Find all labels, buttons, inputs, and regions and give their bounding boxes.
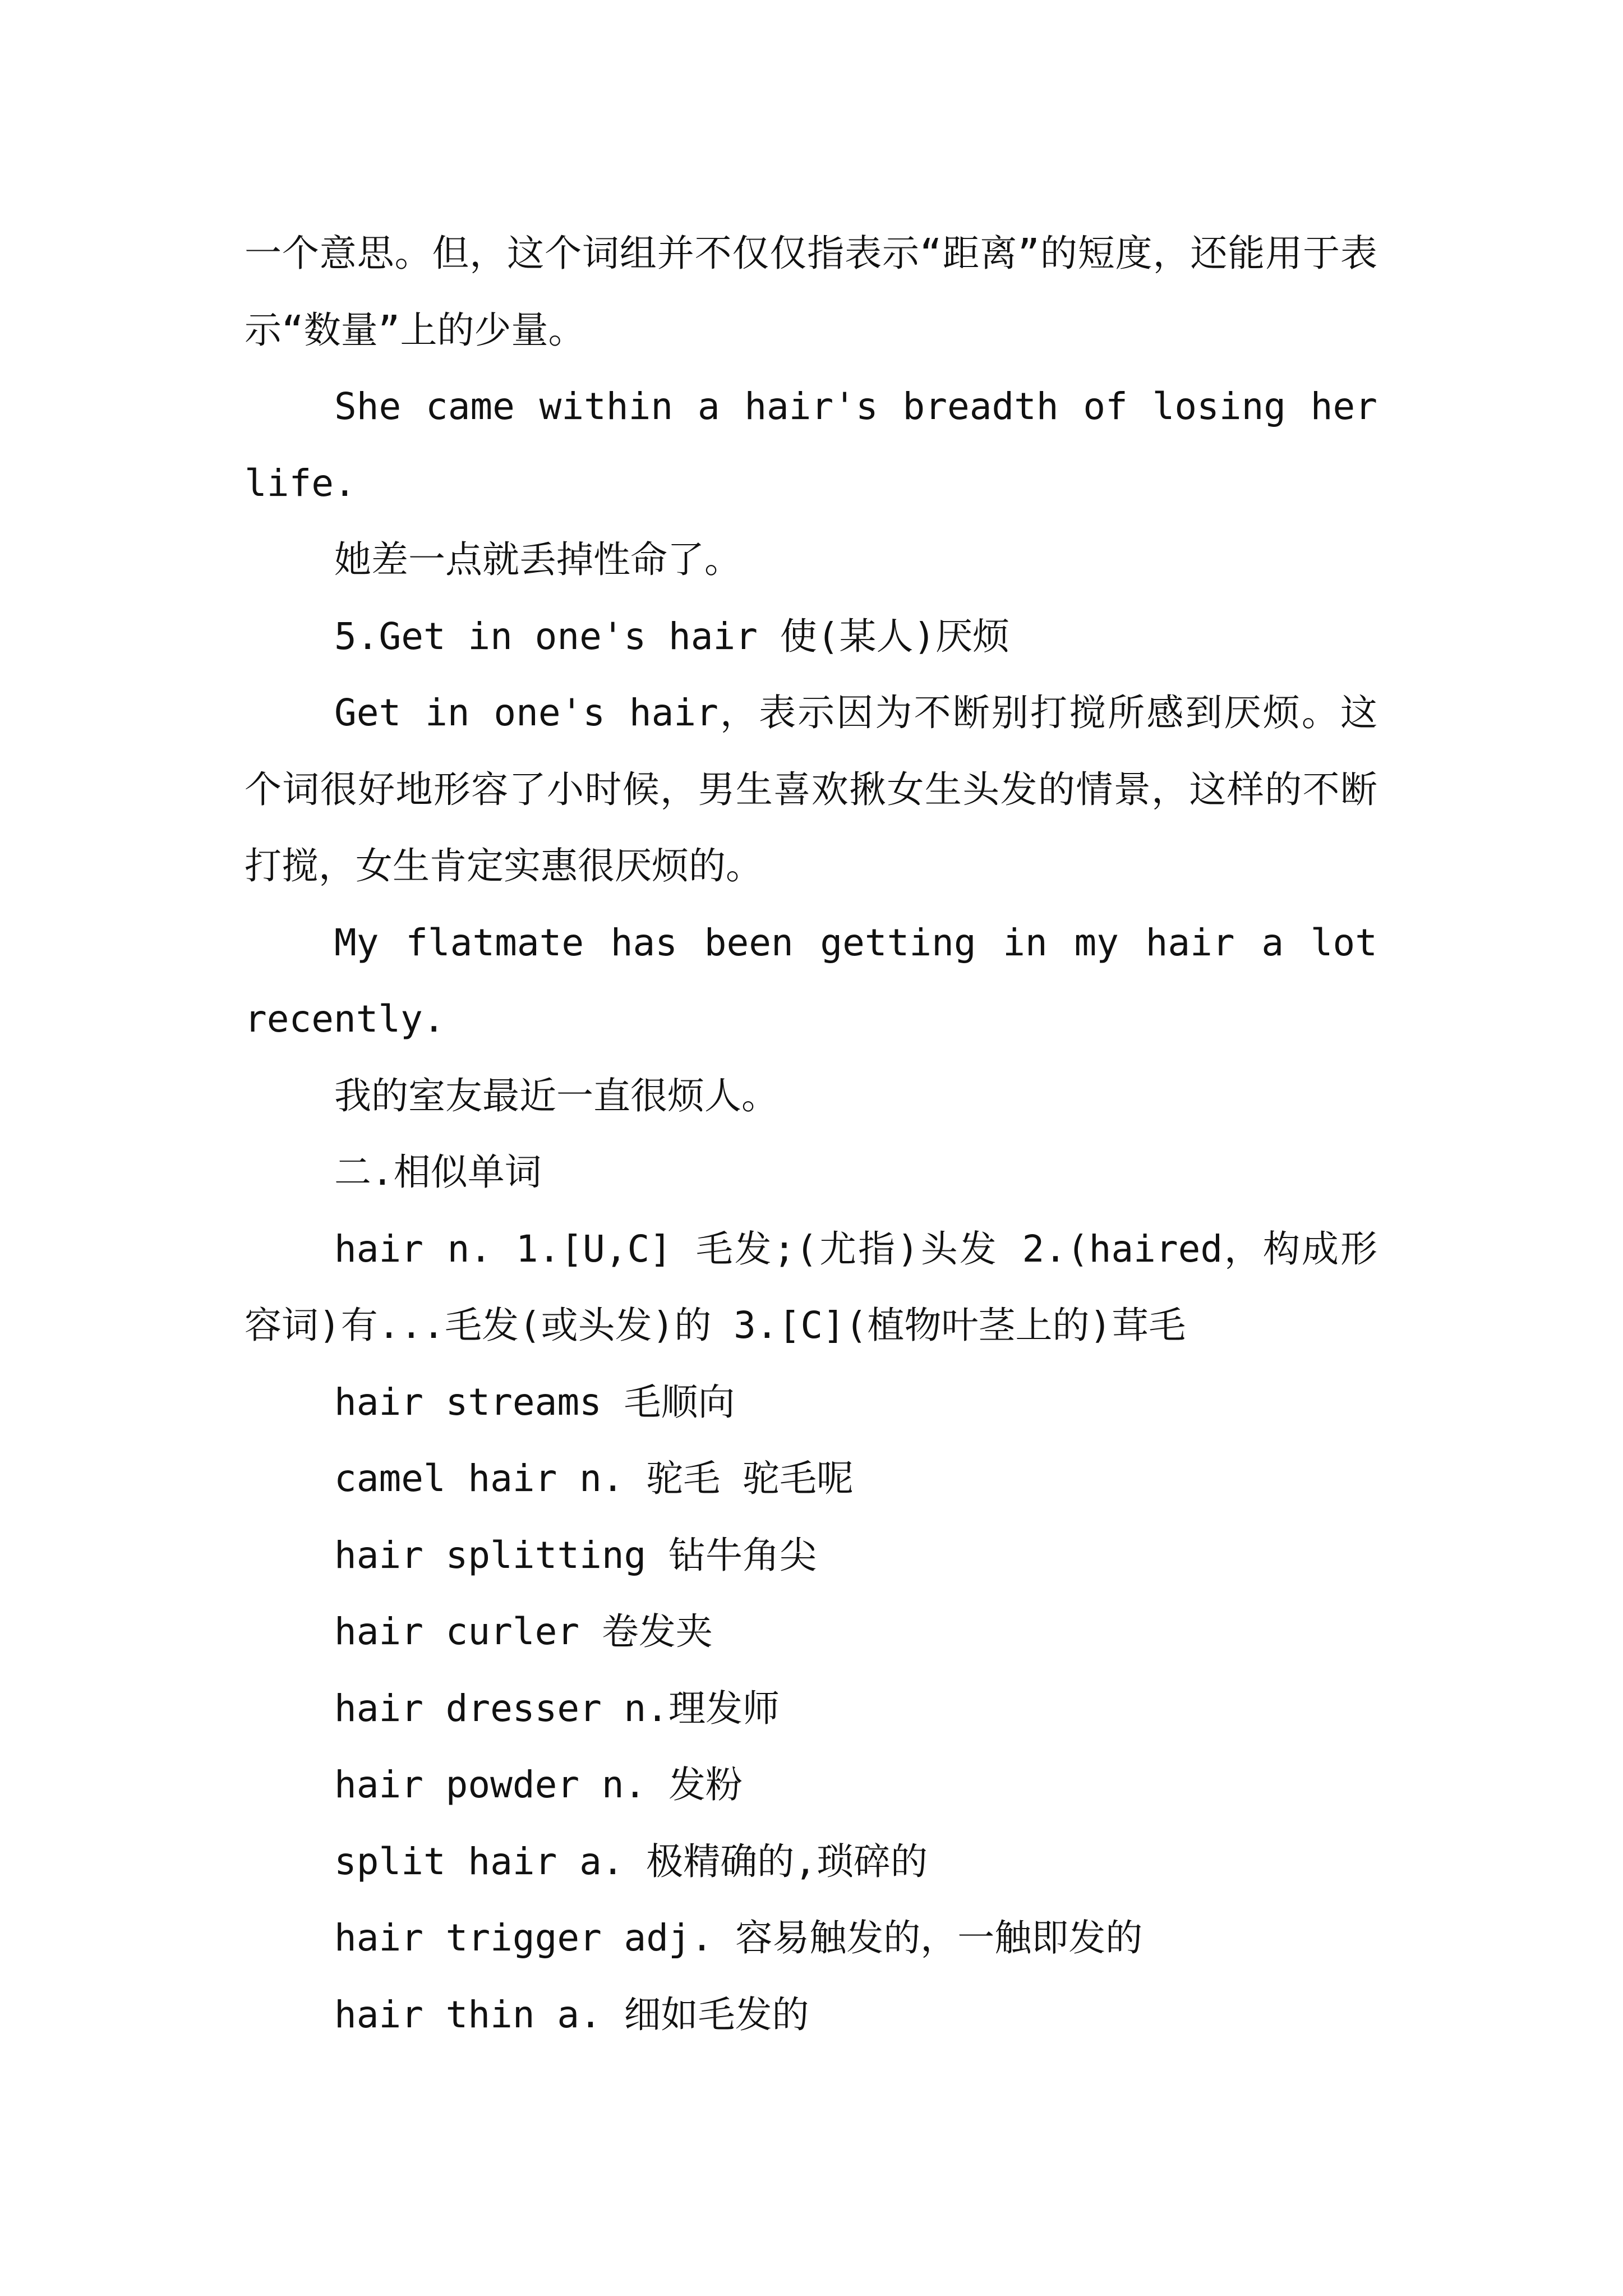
paragraph: 一个意思。但，这个词组并不仅仅指表示“距离”的短度，还能用于表示“数量”上的少量。	[245, 232, 1377, 352]
example-sentence-english: She came within a hair's breadth of losing her life.	[245, 385, 1377, 505]
vocabulary-item: hair trigger adj. 容易触发的，一触即发的	[334, 1916, 1143, 1959]
vocabulary-item: split hair a. 极精确的,琐碎的	[334, 1839, 928, 1883]
definition-entry: hair n. 1.[U,C] 毛发;(尤指)头发 2.(haired，构成形容词)有...毛发(或头发)的 3.[C](植物叶茎上的)茸毛	[245, 1227, 1377, 1347]
section-heading: 5.Get in one's hair 使(某人)厌烦	[334, 614, 1010, 658]
example-sentence-english: My flatmate has been getting in my hair a lot recently.	[245, 921, 1377, 1041]
vocabulary-item: hair streams 毛顺向	[334, 1380, 735, 1424]
vocabulary-item: camel hair n. 驼毛 驼毛呢	[334, 1457, 854, 1500]
section-heading: 二.相似单词	[334, 1151, 542, 1194]
vocabulary-item: hair powder n. 发粉	[334, 1763, 743, 1806]
paragraph: Get in one's hair，表示因为不断别打搅所感到厌烦。这个词很好地形容了小时候，男生喜欢揪女生头发的情景，这样的不断打搅，女生肯定实惠很厌烦的。	[245, 691, 1377, 887]
example-sentence-chinese: 我的室友最近一直很烦人。	[334, 1074, 778, 1117]
example-sentence-chinese: 她差一点就丢掉性命了。	[334, 538, 741, 581]
vocabulary-item: hair dresser n.理发师	[334, 1686, 780, 1730]
vocabulary-item: hair thin a. 细如毛发的	[334, 1993, 809, 2036]
vocabulary-item: hair splitting 钻牛角尖	[334, 1533, 817, 1577]
vocabulary-item: hair curler 卷发夹	[334, 1610, 713, 1653]
document-body	[245, 215, 1377, 2053]
